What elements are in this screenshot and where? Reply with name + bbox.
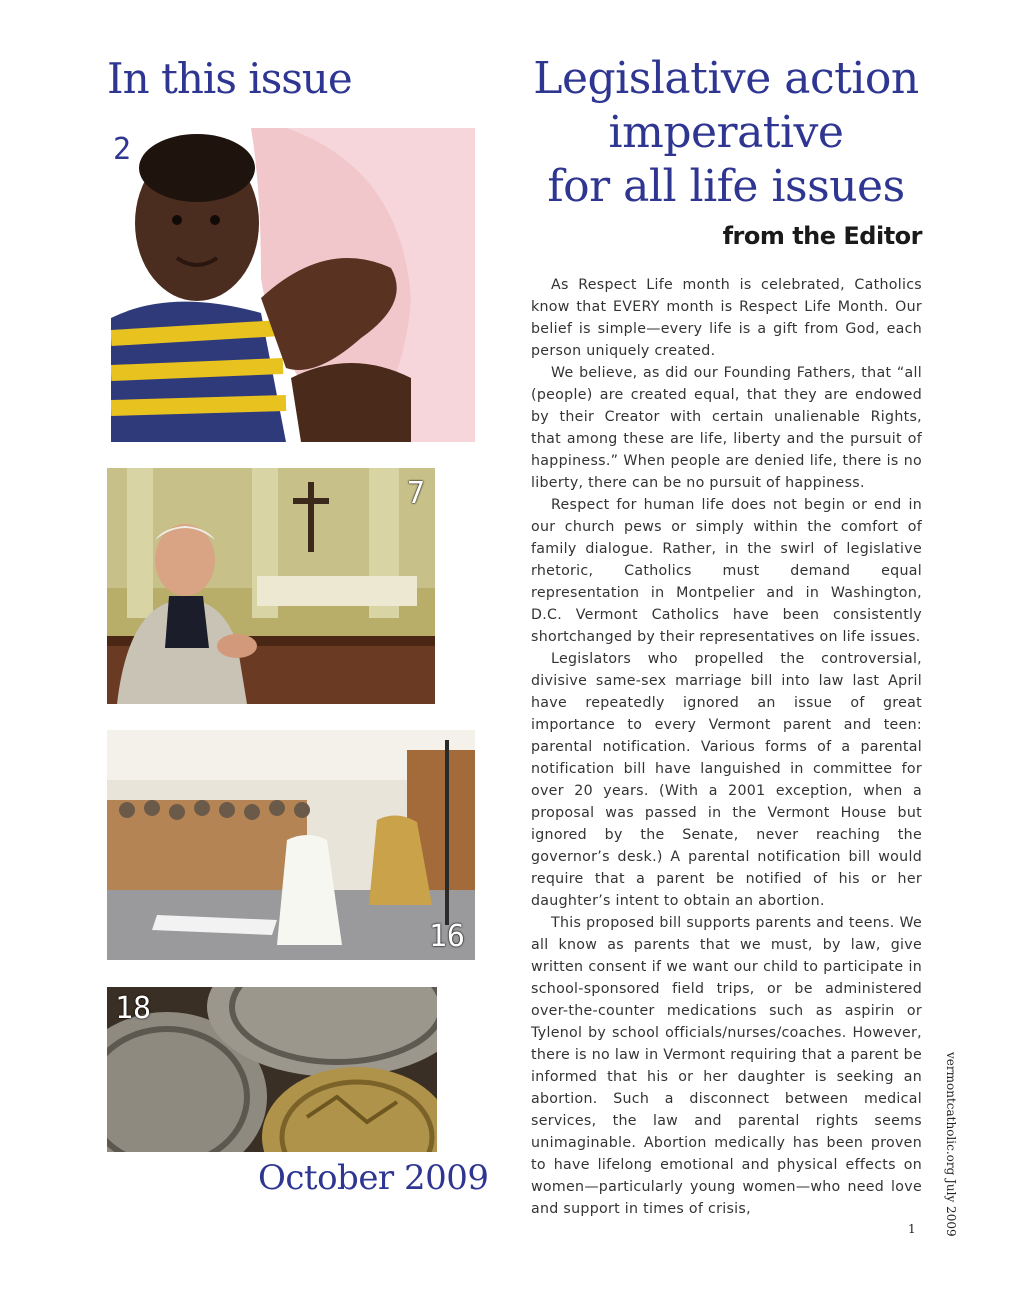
title-line: imperative xyxy=(608,107,844,158)
coins-illustration xyxy=(107,987,437,1152)
page-number-label: 2 xyxy=(113,132,132,167)
page-number-label: 7 xyxy=(406,476,425,511)
page-number-label: 18 xyxy=(115,991,152,1026)
title-line: for all life issues xyxy=(547,161,905,212)
photo-old-coins[interactable] xyxy=(107,987,437,1152)
byline: from the Editor xyxy=(722,222,922,250)
page-number-label: 16 xyxy=(428,919,465,954)
title-line: Legislative action xyxy=(533,53,919,104)
article-paragraph: As Respect Life month is celebrated, Catholics know that EVERY month is Respect Life Month. Our belief is simple—every life is a gift from God, each person uniquely created. xyxy=(531,277,922,359)
article-paragraph: Legislators who propelled the controversial, divisive same-sex marriage bill into law last April have repeatedly ignored an issue of great importance to every Vermont parent and teen: parental notification. Various forms of a parental notification bill have languished in committee for over 20 years. (With a 2001 exception, when a proposal was passed in the Vermont House but ignored by the Senate, never reaching the governor’s desk.) A parental notification bill would require that a parent be notified of his or her daughter’s intent to obtain an abortion. xyxy=(531,651,922,909)
church-pew-illustration xyxy=(107,468,435,704)
article-body xyxy=(531,274,922,1220)
photo-elderly-man-church[interactable] xyxy=(107,468,435,704)
page-number: 1 xyxy=(908,1222,916,1236)
photo-child-and-mother[interactable] xyxy=(111,128,475,442)
issue-heading: In this issue xyxy=(107,54,352,103)
article-title xyxy=(528,52,924,214)
photo-ordination-ceremony[interactable] xyxy=(107,730,475,960)
article-paragraph: We believe, as did our Founding Fathers, that “all (people) are created equal, that they are endowed by their Creator with certain unalienable Rights, that among these are life, liberty and the pursuit of happiness.” When people are denied life, there is no liberty, there can be no pursuit of happiness. xyxy=(531,365,922,491)
ordination-illustration xyxy=(107,730,475,960)
child-mother-illustration xyxy=(111,128,475,442)
article-paragraph: This proposed bill supports parents and teens. We all know as parents that we must, by law, give written consent if we want our child to participate in school-sponsored field trips, or be administered over-the-counter medications such as aspirin or Tylenol by school officials/nurses/coaches. However, there is no law in Vermont requiring that a parent be informed that his or her daughter is seeking an abortion. Such a disconnect between medical services, the law and parental rights seems unimaginable. Abortion medically has been proven to have lifelong emotional and physical effects on women—particularly young women—who need love and support in times of crisis, xyxy=(531,915,922,1217)
article-paragraph: Respect for human life does not begin or end in our church pews or simply within the comfort of family dialogue. Rather, in the swirl of legislative rhetoric, Catholics must demand equal representation in Montpelier and in Washington, D.C. Vermont Catholics have been consistently shortchanged by their representatives on life issues. xyxy=(531,497,922,645)
footer-website-tag: vermontcatholic.org July 2009 xyxy=(944,1052,958,1237)
issue-date: October 2009 xyxy=(258,1158,489,1198)
